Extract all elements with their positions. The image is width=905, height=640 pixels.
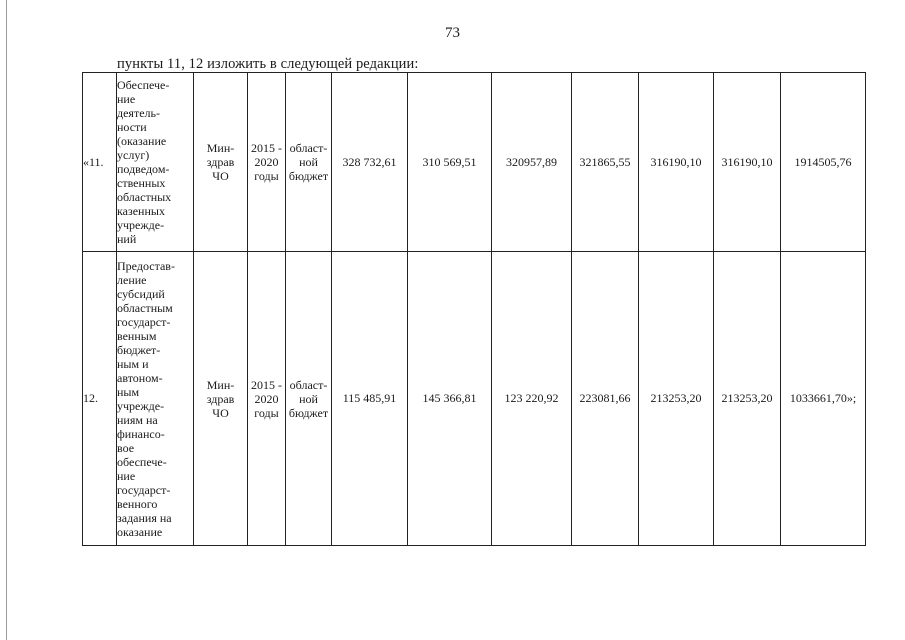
scan-margin-line <box>6 0 7 640</box>
cell-line: ности <box>117 120 147 134</box>
cell-line: учрежде- <box>117 218 165 232</box>
cell-line: ной <box>299 391 318 406</box>
cell-line: област- <box>289 377 328 392</box>
table-row <box>83 73 866 252</box>
cell-line: бюджет- <box>117 342 161 357</box>
budget-table <box>82 72 866 546</box>
funding-source <box>286 73 332 252</box>
cell-line: годы <box>254 405 279 420</box>
cell-line: Мин- <box>206 141 235 155</box>
cell-line: ний <box>117 232 137 246</box>
period <box>248 252 286 546</box>
cell-line: 2015 - <box>251 141 282 155</box>
cell-line: областных <box>117 190 172 204</box>
cell-line: 2020 <box>254 391 279 406</box>
cell-line: услуг) <box>117 148 150 162</box>
cell-line: ственных <box>117 176 166 190</box>
cell-line: оказание <box>117 524 163 539</box>
value-cell: 320957,89 <box>492 73 572 252</box>
cell-line: 2020 <box>254 155 279 169</box>
row-number: 12. <box>83 252 117 546</box>
cell-line: областным <box>117 300 173 315</box>
activity-name <box>117 252 194 546</box>
cell-line: 2015 - <box>251 377 282 392</box>
cell-line: государст- <box>117 314 171 329</box>
executor <box>194 252 248 546</box>
cell-line: ЧО <box>212 169 229 183</box>
value-cell: 321865,55 <box>572 73 639 252</box>
cell-line: ной <box>299 155 318 169</box>
cell-line: здрав <box>206 155 235 169</box>
value-cell: 310 569,51 <box>408 73 492 252</box>
cell-line: субсидий <box>117 286 165 301</box>
cell-line: (оказание <box>117 134 167 148</box>
cell-line: Мин- <box>206 377 235 392</box>
cell-line: деятель- <box>117 106 160 120</box>
value-cell: 316190,10 <box>639 73 714 252</box>
total-cell: 1914505,76 <box>781 73 866 252</box>
cell-line: Предостав- <box>117 258 175 273</box>
value-cell: 316190,10 <box>714 73 781 252</box>
cell-line: автоном- <box>117 370 163 385</box>
cell-line: финансо- <box>117 426 165 441</box>
cell-line: ление <box>117 272 147 287</box>
cell-line: Обеспече- <box>117 78 170 92</box>
cell-line: учрежде- <box>117 398 165 413</box>
cell-line: казенных <box>117 204 165 218</box>
total-cell: 1033661,70»; <box>781 252 866 546</box>
cell-line: здрав <box>206 391 235 406</box>
intro-text: пункты 11, 12 изложить в следующей редакции: <box>117 56 419 72</box>
cell-line: обеспече- <box>117 454 167 469</box>
value-cell: 145 366,81 <box>408 252 492 546</box>
cell-line: бюджет <box>288 169 329 183</box>
cell-line: ЧО <box>212 405 229 420</box>
cell-line: вое <box>117 440 135 455</box>
value-cell: 328 732,61 <box>332 73 408 252</box>
cell-line: област- <box>289 141 328 155</box>
page-number: 73 <box>445 25 460 41</box>
value-cell: 115 485,91 <box>332 252 408 546</box>
cell-line: бюджет <box>288 405 329 420</box>
row-number: «11. <box>83 73 117 252</box>
executor <box>194 73 248 252</box>
value-cell: 213253,20 <box>639 252 714 546</box>
cell-line: ние <box>117 92 136 106</box>
cell-line: годы <box>254 169 279 183</box>
period <box>248 73 286 252</box>
cell-line: ниям на <box>117 412 158 427</box>
cell-line: подведом- <box>117 162 170 176</box>
cell-line: венным <box>117 328 157 343</box>
value-cell: 213253,20 <box>714 252 781 546</box>
value-cell: 223081,66 <box>572 252 639 546</box>
cell-line: венного <box>117 496 158 511</box>
cell-line: задания на <box>117 510 172 525</box>
cell-line: ние <box>117 468 136 483</box>
activity-name <box>117 73 194 252</box>
cell-line: ным <box>117 384 140 399</box>
value-cell: 123 220,92 <box>492 252 572 546</box>
table-row <box>83 252 866 546</box>
cell-line: государст- <box>117 482 171 497</box>
funding-source <box>286 252 332 546</box>
cell-line: ным и <box>117 356 149 371</box>
